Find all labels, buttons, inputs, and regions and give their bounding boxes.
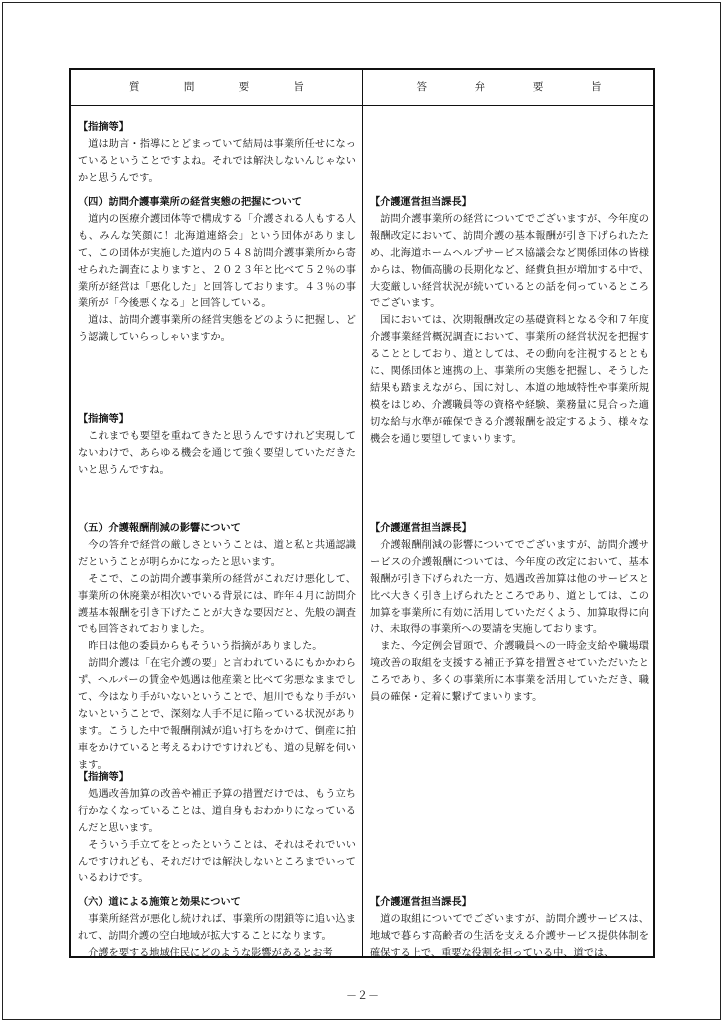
question-block-5 bbox=[78, 521, 356, 775]
question-text: 介護を要する地域住民にどのような影響があるとお考 bbox=[88, 947, 333, 959]
answer-text: 道の取組についてでございますが、訪問介護サービスは、地域で暮らす高齢者の生活を支える介護サービス提供体制を確保する上で、重要な役割を担っている中、道では、 bbox=[370, 913, 649, 959]
header-char: 問 bbox=[183, 81, 195, 93]
answer-block-5 bbox=[370, 521, 649, 707]
question-block-remark-3 bbox=[78, 770, 356, 888]
question-text: 今の答弁で経営の厳しさということは、道と私と共通認識だということが明らかになったと思います。 bbox=[78, 539, 356, 568]
header-char: 要 bbox=[532, 81, 544, 93]
answerer-label: 【介護運営担当課長】 bbox=[370, 897, 472, 908]
answer-text: 介護報酬削減の影響についてでございますが、訪問介護サービスの介護報酬については、今年度の改定において、基本報酬が引き下げられた一方、処遇改善加算は他のサービスと比べ大きく引き上げられたところであり、道としては、この加算を事業所に有効に活用していただくよう、加算取得に向け、未取得の事業所への要請を実施しております。 bbox=[370, 539, 649, 636]
question-block-remark-2 bbox=[78, 412, 356, 480]
answer-summary-header bbox=[363, 70, 655, 105]
remark-text: 道は助言・指導にとどまっていて結局は事業所任せになっているということですよね。それでは解決しないんじゃないかと思うんです。 bbox=[78, 138, 356, 184]
question-block-6 bbox=[78, 895, 356, 963]
question-text: 昨日は他の委員からもそういう指摘がありました。 bbox=[88, 641, 323, 653]
remark-text: そういう手立てをとったということは、それはそれでいいんですけれども、それだけでは解決しないところまでいっているわけです。 bbox=[78, 839, 356, 885]
answer-text: 訪問介護事業所の経営についてでございますが、今年度の報酬改定において、訪問介護の基本報酬が引き下げられたため、北海道ホームヘルプサービス協議会など関係団体の皆様からは、物価高騰の長期化など、経費負担が増加する中で、大変厳しい経営状況が続いているとの話を伺っているところでございます。 bbox=[370, 213, 649, 310]
answerer-label: 【介護運営担当課長】 bbox=[370, 523, 472, 534]
answerer-label: 【介護運営担当課長】 bbox=[370, 197, 472, 208]
header-char: 答 bbox=[416, 81, 427, 93]
header-char: 質 bbox=[129, 81, 140, 93]
question-text: そこで、この訪問介護事業所の経営がこれだけ悪化して、事業所の休廃業が相次いでいる背景には、昨年４月に訪問介護基本報酬を引き下げたことが大きな要因だと、先般の調査でも回答されておりました。 bbox=[78, 573, 356, 636]
question-text: 道は、訪問介護事業所の経営実態をどのように把握し、どう認識していらっしゃいますか。 bbox=[78, 315, 356, 344]
column-divider bbox=[362, 70, 363, 956]
header-char: 要 bbox=[238, 81, 250, 93]
remark-text: これまでも要望を重ねてきたと思うんですけれど実現してないわけで、あらゆる機会を通じて強く要望していただきたいと思うんですね。 bbox=[78, 430, 356, 476]
answer-text: また、今定例会冒頭で、介護職員への一時金支給や職場環境改善の取組を支援する補正予算を措置させていただいたところであり、多くの事業所に本事業を活用していただき、職員の確保・定着に繋げてまいります。 bbox=[370, 641, 649, 704]
answer-block-4 bbox=[370, 195, 649, 449]
table-header-row bbox=[71, 70, 653, 106]
question-text: 事業所経営が悪化し続ければ、事業所の閉鎖等に追い込まれて、訪問介護の空白地域が拡大することになります。 bbox=[78, 913, 356, 942]
answer-text: 国においては、次期報酬改定の基礎資料となる令和７年度介護事業経営概況調査において、事業所の経営状況を把握することとしており、道としては、その動向を注視するとともに、関係団体と連携の上、事業所の実態を把握し、そうした結果も踏まえながら、国に対し、本道の地域特性や事業所規模をはじめ、介護職員等の資格や経験、業務量に見合った適切な給与水準が確保できる介護報酬を設定するよう、様々な機会を通じ要望してまいります。 bbox=[370, 315, 649, 445]
remark-label: 【指摘等】 bbox=[78, 772, 129, 783]
question-block-remark-1 bbox=[78, 120, 356, 188]
question-heading: （六）道による施策と効果について bbox=[78, 897, 241, 908]
header-char: 旨 bbox=[590, 81, 602, 93]
header-char: 旨 bbox=[293, 81, 304, 93]
page-number: －２－ bbox=[346, 989, 379, 1002]
question-summary-header bbox=[71, 70, 362, 105]
remark-text: 処遇改善加算の改善や補正予算の措置だけでは、もう立ち行かなくなっていることは、道自身もおわかりになっているんだと思います。 bbox=[78, 788, 356, 834]
question-text: 道内の医療介護団体等で構成する「介護される人もする人も、みんな笑顔に！北海道連絡会」という団体がありまして、この団体が実施した道内の５４８訪問介護事業所から寄せられた調査によりますと、２０２３年と比べて５２％の事業所が経営は「悪化した」と回答しております。４３％の事業所が「今後悪くなる」と回答している。 bbox=[78, 213, 356, 310]
question-heading: （四）訪問介護事業所の経営実態の把握について bbox=[78, 197, 302, 208]
question-text: 訪問介護は「在宅介護の要」と言われているにもかかわらず、ヘルパーの賃金や処遇は他産業と比べて劣悪なままでして、今はなり手がいないということで、旭川でもなり手がいないということで、深刻な人手不足に陥っている状況があります。こうした中で報酬削減が追い打ちをかけて、倒産に拍車をかけていると考えるわけですけれども、道の見解を伺います。 bbox=[78, 658, 356, 771]
question-block-4 bbox=[78, 195, 356, 347]
remark-label: 【指摘等】 bbox=[78, 414, 129, 425]
question-answer-table bbox=[69, 68, 655, 958]
remark-label: 【指摘等】 bbox=[78, 122, 129, 133]
question-heading: （五）介護報酬削減の影響について bbox=[78, 523, 241, 534]
header-char: 弁 bbox=[474, 81, 486, 93]
answer-block-6 bbox=[370, 895, 649, 963]
